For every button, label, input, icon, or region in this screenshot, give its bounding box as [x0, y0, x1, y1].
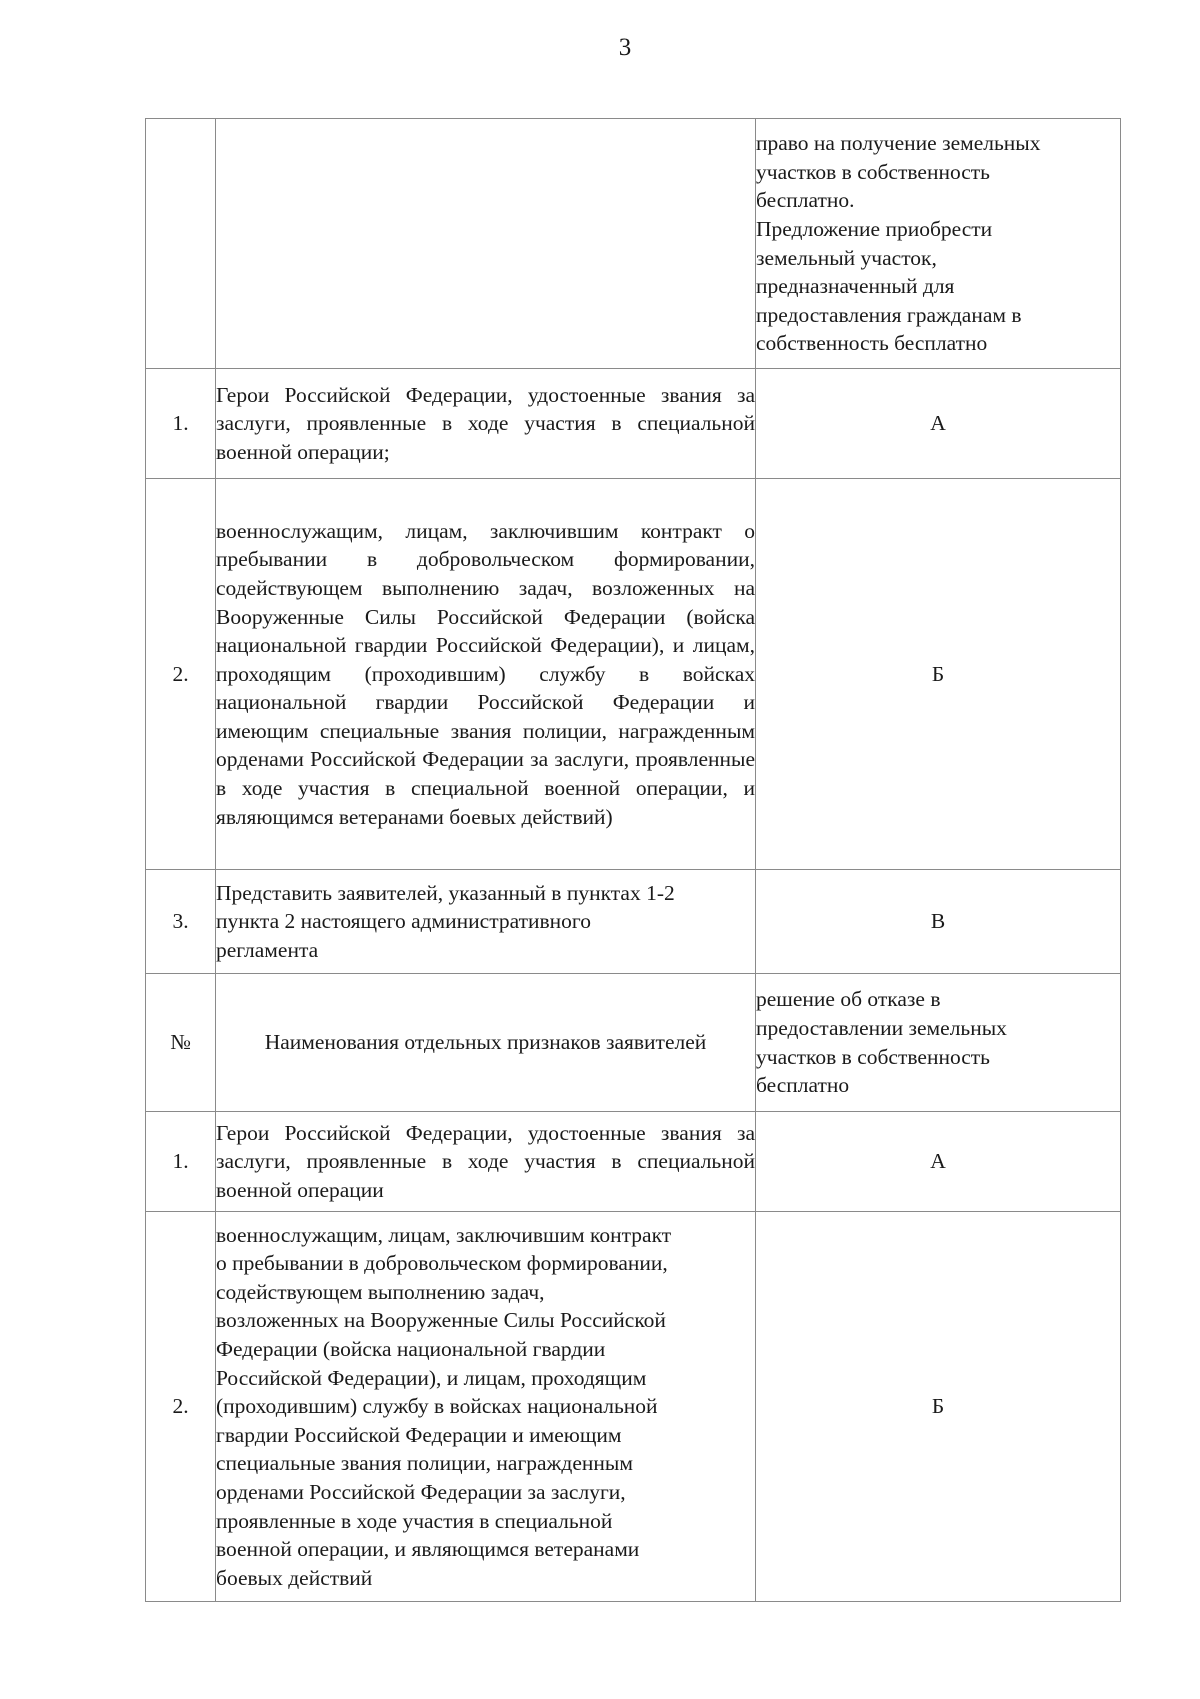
- variant-code: А: [756, 1112, 1121, 1212]
- applicant-description: [216, 1212, 756, 1602]
- row-number: 2.: [146, 479, 216, 870]
- result-header-line: собственность бесплатно: [756, 331, 988, 356]
- table-row: [146, 479, 1121, 870]
- description-line: боевых действий: [216, 1565, 373, 1590]
- table-row: [146, 870, 1121, 974]
- variant-code: Б: [756, 1212, 1121, 1602]
- row-number: 3.: [146, 870, 216, 974]
- applicant-description: [216, 870, 756, 974]
- result-header-line: земельный участок,: [756, 245, 937, 270]
- result-header-grant: [756, 119, 1121, 369]
- table-header-row-grant: [146, 119, 1121, 369]
- result-header-line: бесплатно.: [756, 188, 855, 213]
- result-header-line: решение об отказе в: [756, 987, 941, 1012]
- description-line: военнослужащим, лицам, заключившим контракт: [216, 1222, 672, 1247]
- description-line: проявленные в ходе участия в специальной: [216, 1508, 613, 1533]
- result-header-line: Предложение приобрести: [756, 216, 993, 241]
- number-column-header: №: [146, 974, 216, 1112]
- description-line: гвардии Российской Федерации и имеющим: [216, 1422, 622, 1447]
- applicant-description: Герои Российской Федерации, удостоенные звания за заслуги, проявленные в ходе участия в специальной военной операции: [216, 1112, 756, 1212]
- description-line: возложенных на Вооруженные Силы Российской: [216, 1308, 666, 1333]
- table-row: [146, 1112, 1121, 1212]
- description-cell-empty: [216, 119, 756, 369]
- description-line: о пребывании в добровольческом формировании,: [216, 1251, 668, 1276]
- variant-code: Б: [756, 479, 1121, 870]
- row-number: 1.: [146, 369, 216, 479]
- result-header-refusal: [756, 974, 1121, 1112]
- description-line: Российской Федерации), и лицам, проходящим: [216, 1365, 647, 1390]
- row-number: 2.: [146, 1212, 216, 1602]
- page-number: 3: [618, 34, 632, 61]
- description-line: Федерации (войска национальной гвардии: [216, 1337, 606, 1362]
- description-line: пункта 2 настоящего административного: [216, 909, 591, 934]
- result-header-line: участков в собственность: [756, 159, 990, 184]
- applicant-criteria-table: [145, 118, 1121, 1602]
- description-line: регламента: [216, 937, 319, 962]
- result-header-line: право на получение земельных: [756, 131, 1041, 156]
- description-line: орденами Российской Федерации за заслуги,: [216, 1479, 626, 1504]
- num-cell-empty: [146, 119, 216, 369]
- applicant-description: Герои Российской Федерации, удостоенные звания за заслуги, проявленные в ходе участия в специальной военной операции;: [216, 369, 756, 479]
- criteria-column-header: Наименования отдельных признаков заявителей: [216, 974, 756, 1112]
- table-row: [146, 1212, 1121, 1602]
- description-line: Представить заявителей, указанный в пунктах 1-2: [216, 880, 675, 905]
- description-line: военной операции, и являющимся ветеранами: [216, 1537, 640, 1562]
- result-header-line: предоставлении земельных: [756, 1015, 1007, 1040]
- variant-code: А: [756, 369, 1121, 479]
- description-line: содействующем выполнению задач,: [216, 1279, 545, 1304]
- variant-code: В: [756, 870, 1121, 974]
- table-header-row-refusal: [146, 974, 1121, 1112]
- result-header-line: участков в собственность: [756, 1044, 990, 1069]
- row-number: 1.: [146, 1112, 216, 1212]
- description-line: (проходившим) службу в войсках национальной: [216, 1394, 658, 1419]
- result-header-line: предоставления гражданам в: [756, 302, 1022, 327]
- result-header-line: предназначенный для: [756, 274, 955, 299]
- description-line: специальные звания полиции, награжденным: [216, 1451, 633, 1476]
- applicant-description: военнослужащим, лицам, заключившим контракт о пребывании в добровольческом формировании, содействующем выполнению задач, возложенных на Вооруженные Силы Российской Федерации (войска национальной гвардии Российской Федерации), и лицам, проходящим (проходившим) службу в войсках национальной гвардии Российской Федерации и имеющим специальные звания полиции, награжденным орденами Российской Федерации за заслуги, проявленные в ходе участия в специальной военной операции, и являющимся ветеранами боевых действий): [216, 479, 756, 870]
- table-row: [146, 369, 1121, 479]
- result-header-line: бесплатно: [756, 1073, 850, 1098]
